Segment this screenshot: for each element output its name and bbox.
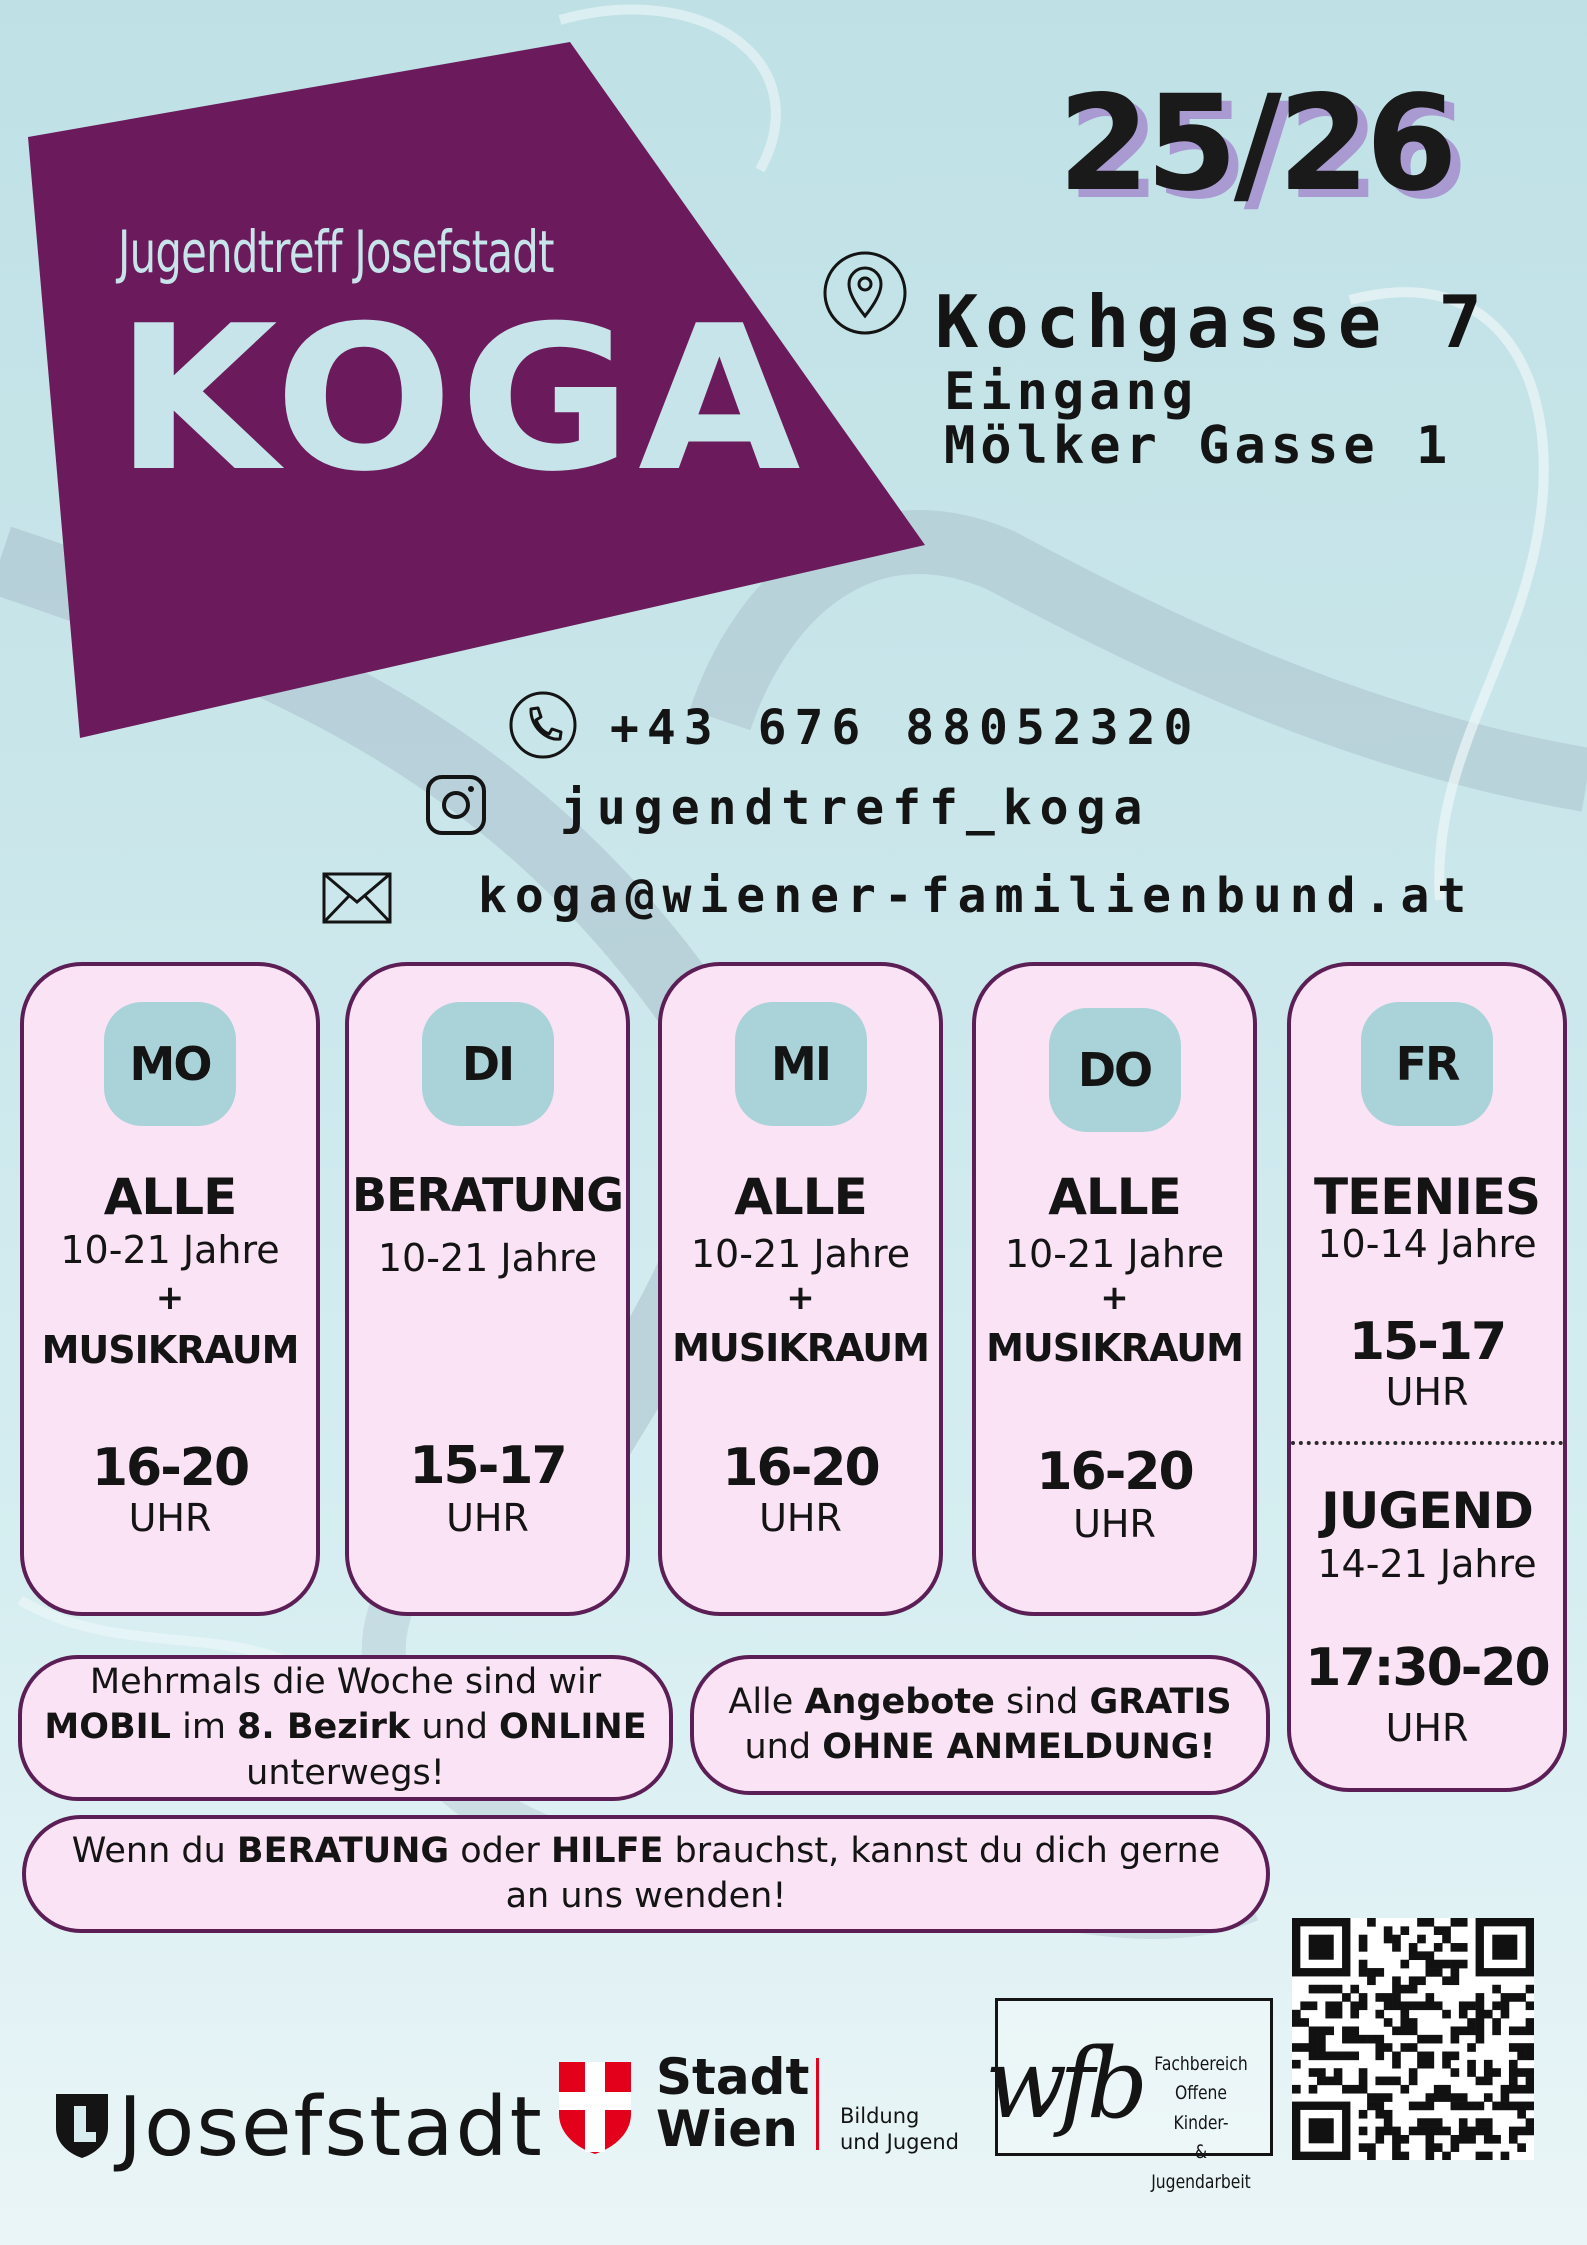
day-card-fr — [1287, 962, 1567, 1792]
address-entrance-street: Mölker Gasse 1 — [944, 416, 1453, 476]
plus-sign: + — [1100, 1278, 1129, 1318]
group-label: BERATUNG — [352, 1168, 623, 1222]
day-badge: MO — [104, 1002, 236, 1126]
instagram-icon — [425, 774, 487, 836]
note-help-line2: an uns wenden! — [505, 1876, 787, 1916]
time-unit: UHR — [446, 1496, 529, 1540]
extra-label: MUSIKRAUM — [672, 1326, 929, 1370]
location-icon — [822, 250, 908, 336]
time-unit-2: UHR — [1385, 1706, 1469, 1750]
subtitle: Jugendtreff Josefstadt — [118, 218, 554, 286]
mail-icon — [322, 872, 392, 924]
phone-icon — [508, 690, 578, 760]
age-range: 10-21 Jahre — [1004, 1232, 1225, 1276]
time-range-2: 17:30-20 — [1305, 1638, 1549, 1698]
phone-number[interactable]: +43 676 88052320 — [610, 700, 1201, 756]
age-range: 10-21 Jahre — [60, 1228, 280, 1272]
day-card-mi — [658, 962, 943, 1616]
note-help-line1: Wenn du BERATUNG oder HILFE brauchst, kannst du dich gerne — [71, 1830, 1221, 1871]
wfb-caption: Fachbereich Offene Kinder- & Jugendarbeit — [1151, 2053, 1251, 2193]
qr-code-icon[interactable] — [1292, 1918, 1534, 2160]
district-logo-text: Josefstadt — [118, 2080, 544, 2175]
age-range: 10-21 Jahre — [690, 1232, 911, 1276]
day-card-mo — [20, 962, 320, 1616]
brand-name: KOGA — [115, 283, 807, 516]
day-card-di — [345, 962, 630, 1616]
group-label-2: JUGEND — [1321, 1482, 1533, 1540]
extra-label: MUSIKRAUM — [986, 1326, 1243, 1370]
vienna-coat-of-arms-icon — [555, 2058, 635, 2156]
divider — [1291, 1441, 1563, 1445]
group-label: ALLE — [1048, 1168, 1181, 1226]
group-label: ALLE — [103, 1168, 237, 1226]
note-free — [690, 1655, 1270, 1795]
time-unit: UHR — [759, 1496, 842, 1540]
dept-line1: Bildung — [840, 2104, 920, 2128]
day-card-do — [972, 962, 1257, 1616]
group-label: ALLE — [734, 1168, 867, 1226]
time-range: 16-20 — [722, 1438, 879, 1498]
plus-sign: + — [155, 1278, 185, 1318]
city-line1: Stadt — [656, 2048, 810, 2106]
note-free-line2: und OHNE ANMELDUNG! — [744, 1727, 1216, 1767]
instagram-handle[interactable]: jugendtreff_koga — [560, 780, 1151, 836]
group-label: TEENIES — [1313, 1168, 1541, 1226]
age-range: 10-21 Jahre — [377, 1236, 598, 1280]
time-unit: UHR — [1385, 1370, 1469, 1414]
wfb-logo: wfb — [985, 2028, 1141, 2140]
address-street: Kochgasse 7 — [935, 280, 1489, 364]
time-range: 16-20 — [91, 1438, 249, 1498]
josefstadt-emblem-icon — [52, 2088, 112, 2160]
city-line2: Wien — [656, 2100, 798, 2158]
note-mobile — [18, 1655, 673, 1801]
logo-divider — [816, 2058, 819, 2150]
day-badge: MI — [735, 1002, 867, 1126]
age-range-2: 14-21 Jahre — [1317, 1542, 1537, 1586]
extra-label: MUSIKRAUM — [41, 1328, 299, 1372]
season-label: 25/26 — [1058, 67, 1454, 221]
time-range: 16-20 — [1036, 1442, 1193, 1502]
note-mobile-line1: Mehrmals die Woche sind wir — [89, 1661, 602, 1702]
email-address[interactable]: koga@wiener-familienbund.at — [478, 868, 1475, 924]
address-entrance-label: Eingang — [944, 362, 1199, 422]
note-help — [22, 1815, 1270, 1933]
time-unit: UHR — [128, 1496, 212, 1540]
dept-line2: und Jugend — [840, 2130, 960, 2154]
time-unit: UHR — [1073, 1502, 1156, 1546]
age-range: 10-14 Jahre — [1317, 1222, 1537, 1266]
time-range: 15-17 — [409, 1436, 566, 1496]
day-badge: DI — [422, 1002, 554, 1126]
note-mobile-line2: MOBIL im 8. Bezirk und ONLINE — [44, 1707, 647, 1748]
note-mobile-line3: unterwegs! — [246, 1752, 445, 1793]
day-badge: FR — [1361, 1002, 1493, 1126]
day-badge: DO — [1049, 1008, 1181, 1132]
plus-sign: + — [786, 1278, 815, 1318]
time-range: 15-17 — [1348, 1312, 1506, 1372]
note-free-line1: Alle Angebote sind GRATIS — [728, 1681, 1232, 1722]
